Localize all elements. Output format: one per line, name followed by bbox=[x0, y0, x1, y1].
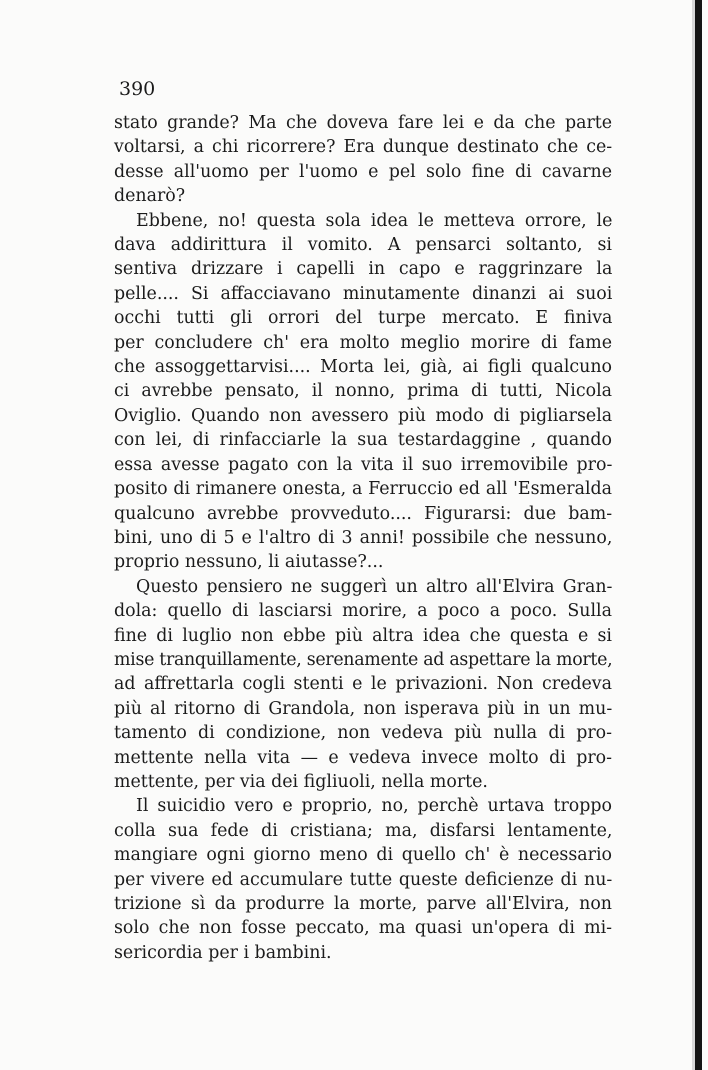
text-line: pelle.... Si affacciavano minutamente dinanzi ai suoi bbox=[114, 283, 613, 304]
text-line: più al ritorno di Grandola, non isperava più in un mu- bbox=[114, 698, 613, 719]
text-line: che assoggettarvisi.... Morta lei, già, ai figli qualcuno bbox=[114, 357, 612, 378]
text-line: per concludere ch' era molto meglio morire di fame bbox=[114, 332, 612, 353]
text-line: qualcuno avrebbe provveduto.... Figurarsi: due bam- bbox=[114, 503, 613, 524]
text-line: ad affrettarla cogli stenti e le privazioni. Non credeva bbox=[114, 674, 612, 695]
text-line: sericordia per i bambini. bbox=[114, 942, 332, 963]
paragraph-2 bbox=[114, 209, 612, 575]
text-line: denarò? bbox=[114, 186, 186, 207]
text-line: con lei, di rinfacciarle la sua testardaggine , quando bbox=[114, 430, 612, 451]
text-line: fine di luglio non ebbe più altra idea che questa e si bbox=[114, 625, 612, 646]
text-line: occhi tutti gli orrori del turpe mercato. E finiva bbox=[114, 308, 613, 329]
text-line: mangiare ogni giorno meno di quello ch' è necessario bbox=[114, 845, 612, 866]
text-line: desse all'uomo per l'uomo e pel solo fine di cavarne bbox=[114, 161, 612, 182]
page-binding-edge bbox=[695, 0, 702, 1070]
text-line: mettente, per via dei figliuoli, nella morte. bbox=[114, 771, 488, 792]
text-line: voltarsi, a chi ricorrere? Era dunque destinato che ce- bbox=[114, 137, 613, 158]
text-line: Oviglio. Quando non avessero più modo di pigliarsela bbox=[114, 405, 613, 426]
text-line: essa avesse pagato con la vita il suo irremovibile pro- bbox=[114, 454, 613, 475]
paragraph-1 bbox=[114, 111, 612, 209]
text-line: proprio nessuno, li aiutasse?... bbox=[114, 552, 384, 573]
text-line: sentiva drizzare i capelli in capo e raggrinzare la bbox=[114, 259, 613, 280]
body-text bbox=[114, 111, 612, 965]
text-line: dola: quello di lasciarsi morire, a poco a poco. Sulla bbox=[114, 601, 612, 622]
text-line: per vivere ed accumulare tutte queste deficienze di nu- bbox=[114, 869, 613, 890]
text-line: bini, uno di 5 e l'altro di 3 anni! possibile che nessuno, bbox=[114, 527, 613, 548]
text-line: solo che non fosse peccato, ma quasi un'opera di mi- bbox=[114, 918, 613, 939]
text-line: Ebbene, no! questa sola idea le metteva orrore, le bbox=[136, 210, 613, 231]
text-line: tamento di condizione, non vedeva più nulla di pro- bbox=[114, 723, 612, 744]
text-line: colla sua fede di cristiana; ma, disfarsi lentamente, bbox=[114, 820, 613, 841]
text-line: trizione sì da produrre la morte, parve all'Elvira, non bbox=[114, 894, 612, 914]
text-line: stato grande? Ma che doveva fare lei e da che parte bbox=[114, 113, 613, 133]
text-line: Il suicidio vero e proprio, no, perchè urtava troppo bbox=[136, 796, 612, 817]
paragraph-4 bbox=[114, 794, 612, 965]
text-line: dava addirittura il vomito. A pensarci soltanto, si bbox=[114, 235, 612, 256]
text-line: mettente nella vita — e vedeva invece molto di pro- bbox=[114, 747, 612, 768]
text-line: Questo pensiero ne suggerì un altro all'Elvira Gran- bbox=[136, 576, 613, 597]
page-number: 390 bbox=[119, 78, 156, 100]
paragraph-3 bbox=[114, 575, 612, 795]
text-line: mise tranquillamente, serenamente ad aspettare la morte, bbox=[114, 649, 613, 670]
text-line: ci avrebbe pensato, il nonno, prima di tutti, Nicola bbox=[114, 381, 612, 402]
text-line: posito di rimanere onesta, a Ferruccio ed all 'Esmeralda bbox=[114, 479, 613, 500]
